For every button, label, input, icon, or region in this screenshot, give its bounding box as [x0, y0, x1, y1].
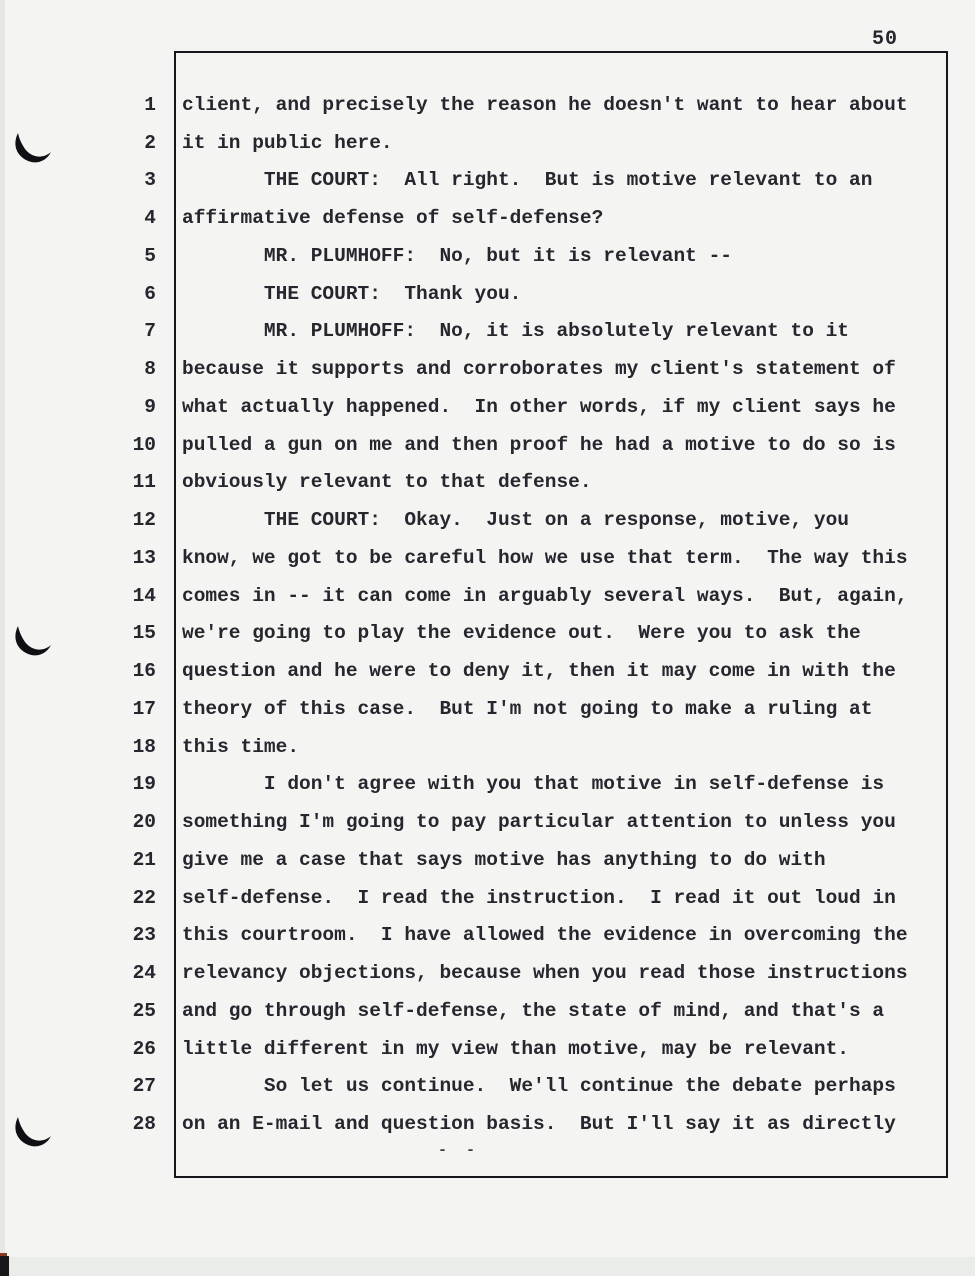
line-text: this courtroom. I have allowed the evidence in overcoming the — [182, 924, 908, 947]
line-text: give me a case that says motive has anything to do with — [182, 848, 826, 871]
line-number: 5 — [144, 244, 156, 267]
line-text: I don't agree with you that motive in self-defense is — [182, 773, 885, 796]
line-number: 15 — [132, 622, 156, 645]
line-number: 25 — [132, 999, 156, 1022]
line-text: it in public here. — [182, 131, 393, 154]
line-number: 2 — [144, 131, 156, 154]
transcript-line — [0, 350, 975, 388]
line-text: and go through self-defense, the state of mind, and that's a — [182, 999, 885, 1022]
transcript-line — [0, 313, 975, 351]
line-number: 24 — [132, 962, 156, 985]
line-text: on an E-mail and question basis. But I'll say it as directly — [182, 1113, 896, 1136]
line-text: THE COURT: All right. But is motive relevant to an — [182, 169, 873, 192]
line-number: 14 — [132, 584, 156, 607]
line-text: little different in my view than motive, may be relevant. — [182, 1037, 850, 1060]
transcript-line — [0, 766, 975, 804]
transcript-line — [0, 1105, 975, 1143]
scan-corner-artifact — [0, 1256, 9, 1276]
transcript-line — [0, 426, 975, 464]
line-number: 17 — [132, 697, 156, 720]
line-text: because it supports and corroborates my client's statement of — [182, 358, 896, 381]
footer-dash-mark: - - — [438, 1142, 481, 1159]
transcript-line — [0, 199, 975, 237]
transcript-line — [0, 1030, 975, 1068]
transcript-line — [0, 917, 975, 955]
transcript-line — [0, 841, 975, 879]
line-number: 23 — [132, 924, 156, 947]
line-number: 18 — [132, 735, 156, 758]
transcript-line — [0, 388, 975, 426]
line-number: 7 — [144, 320, 156, 343]
line-text: client, and precisely the reason he doesn't want to hear about — [182, 93, 908, 116]
line-number: 1 — [144, 93, 156, 116]
line-number: 21 — [132, 848, 156, 871]
transcript-line — [0, 539, 975, 577]
line-number: 12 — [132, 509, 156, 532]
line-text: what actually happened. In other words, if my client says he — [182, 395, 896, 418]
line-text: this time. — [182, 735, 300, 758]
line-text: self-defense. I read the instruction. I read it out loud in — [182, 886, 896, 909]
transcript-line — [0, 728, 975, 766]
transcript-line — [0, 992, 975, 1030]
line-text: THE COURT: Thank you. — [182, 282, 522, 305]
line-number: 8 — [144, 358, 156, 381]
line-number: 22 — [132, 886, 156, 909]
transcript-line — [0, 237, 975, 275]
transcript-line — [0, 577, 975, 615]
line-number: 27 — [132, 1075, 156, 1098]
line-text: theory of this case. But I'm not going to make a ruling at — [182, 697, 873, 720]
line-number: 19 — [132, 773, 156, 796]
line-number: 13 — [132, 546, 156, 569]
line-number: 20 — [132, 811, 156, 834]
scan-edge-artifact-bottom — [0, 1257, 975, 1276]
line-text: obviously relevant to that defense. — [182, 471, 592, 494]
line-text: THE COURT: Okay. Just on a response, motive, you — [182, 509, 850, 532]
line-text: pulled a gun on me and then proof he had a motive to do so is — [182, 433, 896, 456]
transcript-line — [0, 124, 975, 162]
line-text: relevancy objections, because when you read those instructions — [182, 962, 908, 985]
transcript-line — [0, 954, 975, 992]
transcript-line — [0, 803, 975, 841]
transcript-line — [0, 275, 975, 313]
line-text: So let us continue. We'll continue the debate perhaps — [182, 1075, 896, 1098]
transcript-line — [0, 501, 975, 539]
transcript-line — [0, 652, 975, 690]
line-text: we're going to play the evidence out. Were you to ask the — [182, 622, 861, 645]
transcript-line — [0, 690, 975, 728]
line-number: 6 — [144, 282, 156, 305]
line-number: 4 — [144, 207, 156, 230]
transcript-line — [0, 615, 975, 653]
transcript-line — [0, 162, 975, 200]
transcript-line — [0, 464, 975, 502]
page-number: 50 — [872, 28, 899, 51]
line-number: 10 — [132, 433, 156, 456]
transcript-line — [0, 86, 975, 124]
line-number: 9 — [144, 395, 156, 418]
line-number: 11 — [132, 471, 156, 494]
line-number: 16 — [132, 660, 156, 683]
line-text: something I'm going to pay particular attention to unless you — [182, 811, 896, 834]
line-text: MR. PLUMHOFF: No, but it is relevant -- — [182, 244, 732, 267]
line-text: comes in -- it can come in arguably several ways. But, again, — [182, 584, 908, 607]
line-number: 3 — [144, 169, 156, 192]
line-text: MR. PLUMHOFF: No, it is absolutely relevant to it — [182, 320, 850, 343]
line-number: 28 — [132, 1113, 156, 1136]
line-number: 26 — [132, 1037, 156, 1060]
line-text: know, we got to be careful how we use that term. The way this — [182, 546, 908, 569]
line-text: question and he were to deny it, then it may come in with the — [182, 660, 896, 683]
line-text: affirmative defense of self-defense? — [182, 207, 604, 230]
transcript-line — [0, 1068, 975, 1106]
transcript-line — [0, 879, 975, 917]
transcript-lines — [0, 86, 975, 1143]
